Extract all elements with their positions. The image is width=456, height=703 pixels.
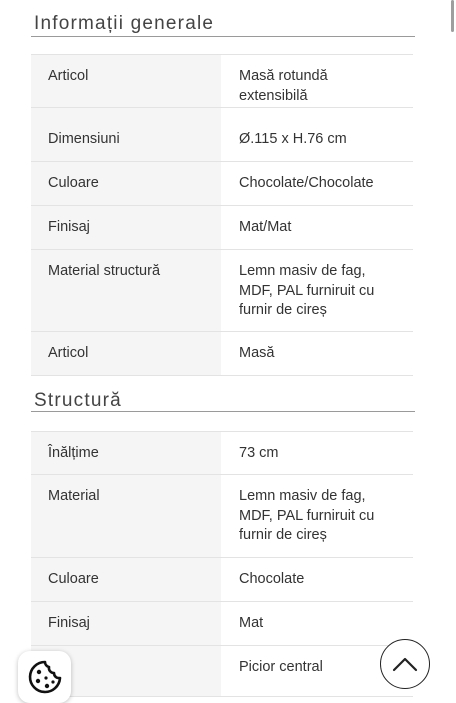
row-value: Lemn masiv de fag, MDF, PAL furniruit cu furnir de cireș xyxy=(239,263,375,318)
row-value: Masă xyxy=(239,345,275,361)
row-label: Înălțime xyxy=(31,432,221,474)
row-value: 73 cm xyxy=(239,445,279,461)
row-value: Picior central xyxy=(239,659,323,675)
table-row xyxy=(31,108,413,162)
row-value: Mat/Mat xyxy=(239,219,292,235)
row-label: Articol xyxy=(31,332,221,375)
section-title-structure: Structură xyxy=(34,390,122,411)
table-row xyxy=(31,475,413,558)
table-row xyxy=(31,206,413,250)
row-label: Finisaj xyxy=(31,206,221,249)
table-row xyxy=(31,55,413,108)
row-label: Culoare xyxy=(31,162,221,205)
scroll-indicator[interactable] xyxy=(451,0,454,32)
spec-table-structure xyxy=(31,431,413,697)
row-label: Material xyxy=(31,475,221,557)
section-title-general: Informații generale xyxy=(34,13,215,34)
scroll-to-top-button[interactable] xyxy=(380,639,430,689)
table-row xyxy=(31,250,413,332)
row-value: Ø.115 x H.76 cm xyxy=(239,131,347,147)
table-row xyxy=(31,646,413,697)
spec-table-general xyxy=(31,54,413,376)
row-label: Culoare xyxy=(31,558,221,601)
table-row xyxy=(31,162,413,206)
row-label: Material structură xyxy=(31,250,221,331)
row-value: Chocolate/Chocolate xyxy=(239,175,374,191)
cookie-settings-button[interactable] xyxy=(18,651,71,703)
row-value: Chocolate xyxy=(239,571,305,587)
row-label: Articol xyxy=(31,55,221,107)
row-label: Finisaj xyxy=(31,602,221,645)
table-row xyxy=(31,602,413,646)
row-value: Masă rotundă extensibilă xyxy=(239,68,328,104)
row-value: Lemn masiv de fag, MDF, PAL furniruit cu furnir de cireș xyxy=(239,488,375,543)
table-row xyxy=(31,432,413,475)
cookie-icon xyxy=(27,659,63,695)
section-divider xyxy=(31,36,415,37)
section-divider xyxy=(31,411,415,412)
row-value: Mat xyxy=(239,615,264,631)
chevron-up-icon xyxy=(392,656,418,672)
row-label: Dimensiuni xyxy=(31,108,221,161)
table-row xyxy=(31,332,413,376)
table-row xyxy=(31,558,413,602)
